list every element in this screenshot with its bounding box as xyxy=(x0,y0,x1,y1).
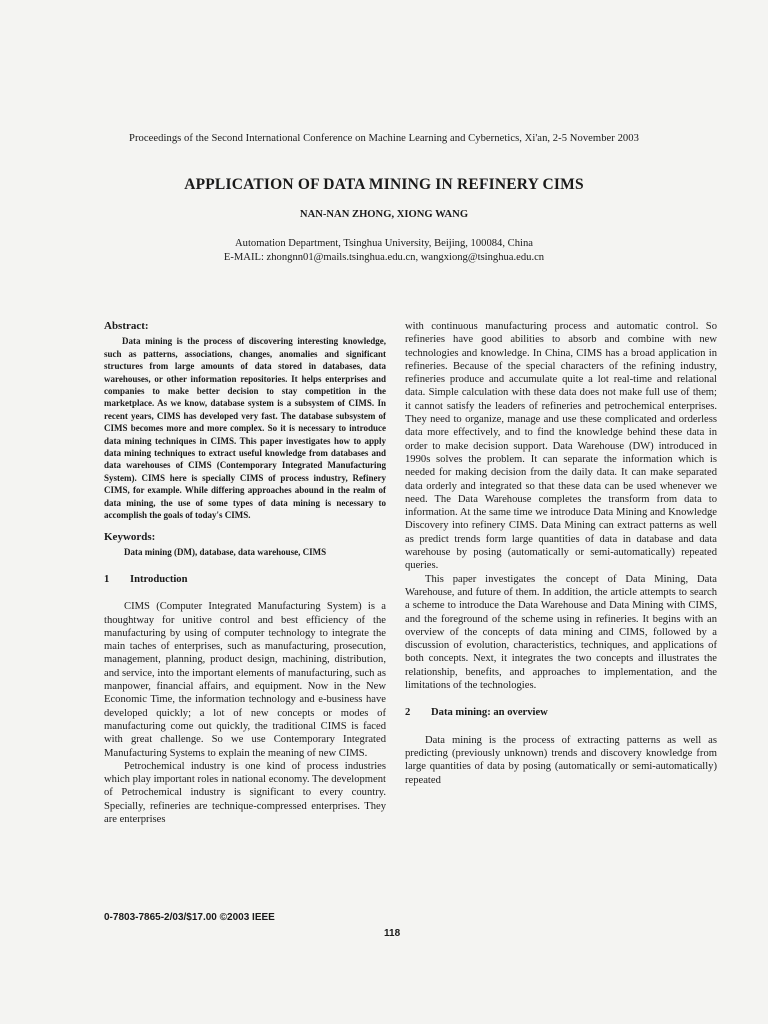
author-emails: E-MAIL: zhongnn01@mails.tsinghua.edu.cn, wangxiong@tsinghua.edu.cn xyxy=(223,252,545,263)
section-1-heading xyxy=(104,573,386,586)
author-affiliation-block xyxy=(0,237,768,265)
abstract-body: Data mining is the process of discovering interesting knowledge, such as patterns, associations, changes, anomalies and significant structures from large amounts of data stored in databases, data warehouses, or other information repositories. It helps enterprises and companies to make better decision to stay competition in the marketplace. As we know, database system is a subsystem of CIMS. In recent years, CIMS has developed very fast. The database subsystem of CIMS becomes more and more complex. So it is necessary to introduce data mining techniques in CIMS. This paper investigates how to apply data mining techniques to extract useful knowledge from databases and data warehouses of CIMS (Contemporary Integrated Manufacturing System). CIMS here is specially CIMS of process industry, Refinery CIMS, for example. While differing approaches abound in the realm of data mining, the use of some types of data mining is necessary to accomplish the goals of today's CIMS. xyxy=(104,336,386,520)
left-column xyxy=(104,320,386,826)
section-title: Data mining: an overview xyxy=(431,707,548,719)
affiliation: Automation Department, Tsinghua University, Beijing, 100084, China xyxy=(235,238,533,249)
section-number: 1 xyxy=(104,573,110,585)
intro-paragraph-2: Petrochemical industry is one kind of process industries which play important roles in national economy. The development of Petrochemical industry is significant to every country. Specially, refineries are technique-compressed enterprises. They are enterprises xyxy=(104,760,386,826)
keywords-heading: Keywords: xyxy=(104,531,156,544)
intro-paragraph-1: CIMS (Computer Integrated Manufacturing System) is a thoughtway for unitive control and best efficiency of the manufacturing by using of computer technology to integrate the main taches of enterprises, such as manufacturing, prosecution, management, planning, product design, machining, distribution, and service, into the important elements of manufacturing, such as manpower, financial affairs, and equipment. Now in the New Economic Time, the information technology and e-business have developed quickly; a lot of new concepts or modes of manufacturing come out quickly, the traditional CIMS is faced with great challenge. So we use Contemporary Integrated Manufacturing Systems to explain the meaning of new CIMS. xyxy=(104,601,386,759)
intro-paragraph-paper-outline: This paper investigates the concept of Data Mining, Data Warehouse, and future of them. In addition, the article attempts to search a scheme to introduce the Data Warehouse and Data Mining with CIMS, and the foreground of the scheme using in refineries. It begins with an overview of the concepts of data mining and CIMS, followed by a discussion of evolution, characteristics, techniques, and applications of both concepts. Next, it integrates the two concepts and illustrates the relationship, benefits, and approaches to implementation, and the limitations of the technologies. xyxy=(405,573,717,692)
copyright-identifier: 0-7803-7865-2/03/$17.00 ©2003 IEEE xyxy=(104,912,275,923)
abstract-heading: Abstract: xyxy=(104,320,149,332)
page-number: 118 xyxy=(384,928,401,939)
section-number: 2 xyxy=(405,707,411,719)
section-2-heading xyxy=(405,706,717,719)
intro-paragraph-continued: with continuous manufacturing process and automatic control. So refineries have good abilities to absorb and combine with new technologies and knowledge. In China, CIMS has a broad application in refineries. Because of the special characters of the refining industry, refineries produce and accumulate quite a lot real-time and relational data. Simple calculation with these data does not make full use of them; it cannot satisfy the leaders of refineries and petrochemical enterprises. They need to organize, manage and use these complicated and orderless data more effectively, and to find the knowledge behind these data in order to make decision support. Data Warehouse (DW) introduced in 1990s solves the problem. It can separate the information which is needed for making decision from the daily data. It can make separated data orderly and integrated so that these data can be used whenever we need. The Data Warehouse completes the transform from data to information. At the same time we introduce Data Mining and Knowledge Discovery into refinery CIMS. Data Mining can extract patterns as well as predict trends form large quantities of data in database and data warehouse by posing (automatically or semi-automatically) repeated queries. xyxy=(405,321,717,572)
section-title: Introduction xyxy=(130,573,188,585)
paper-authors: NAN-NAN ZHONG, XIONG WANG xyxy=(299,209,469,220)
proceedings-header: Proceedings of the Second International Conference on Machine Learning and Cybernetics, Xi'an, 2-5 November 2003 xyxy=(129,133,639,144)
paper-title: APPLICATION OF DATA MINING IN REFINERY CIMS xyxy=(184,176,584,193)
right-column xyxy=(405,320,717,787)
overview-paragraph-1: Data mining is the process of extracting patterns as well as predicting (previously unknown) trends and discovery knowledge from large quantities of data by posing (automatically or semi-automatically) repeated xyxy=(405,734,717,786)
keywords-body: Data mining (DM), database, data warehouse, CIMS xyxy=(124,546,327,557)
